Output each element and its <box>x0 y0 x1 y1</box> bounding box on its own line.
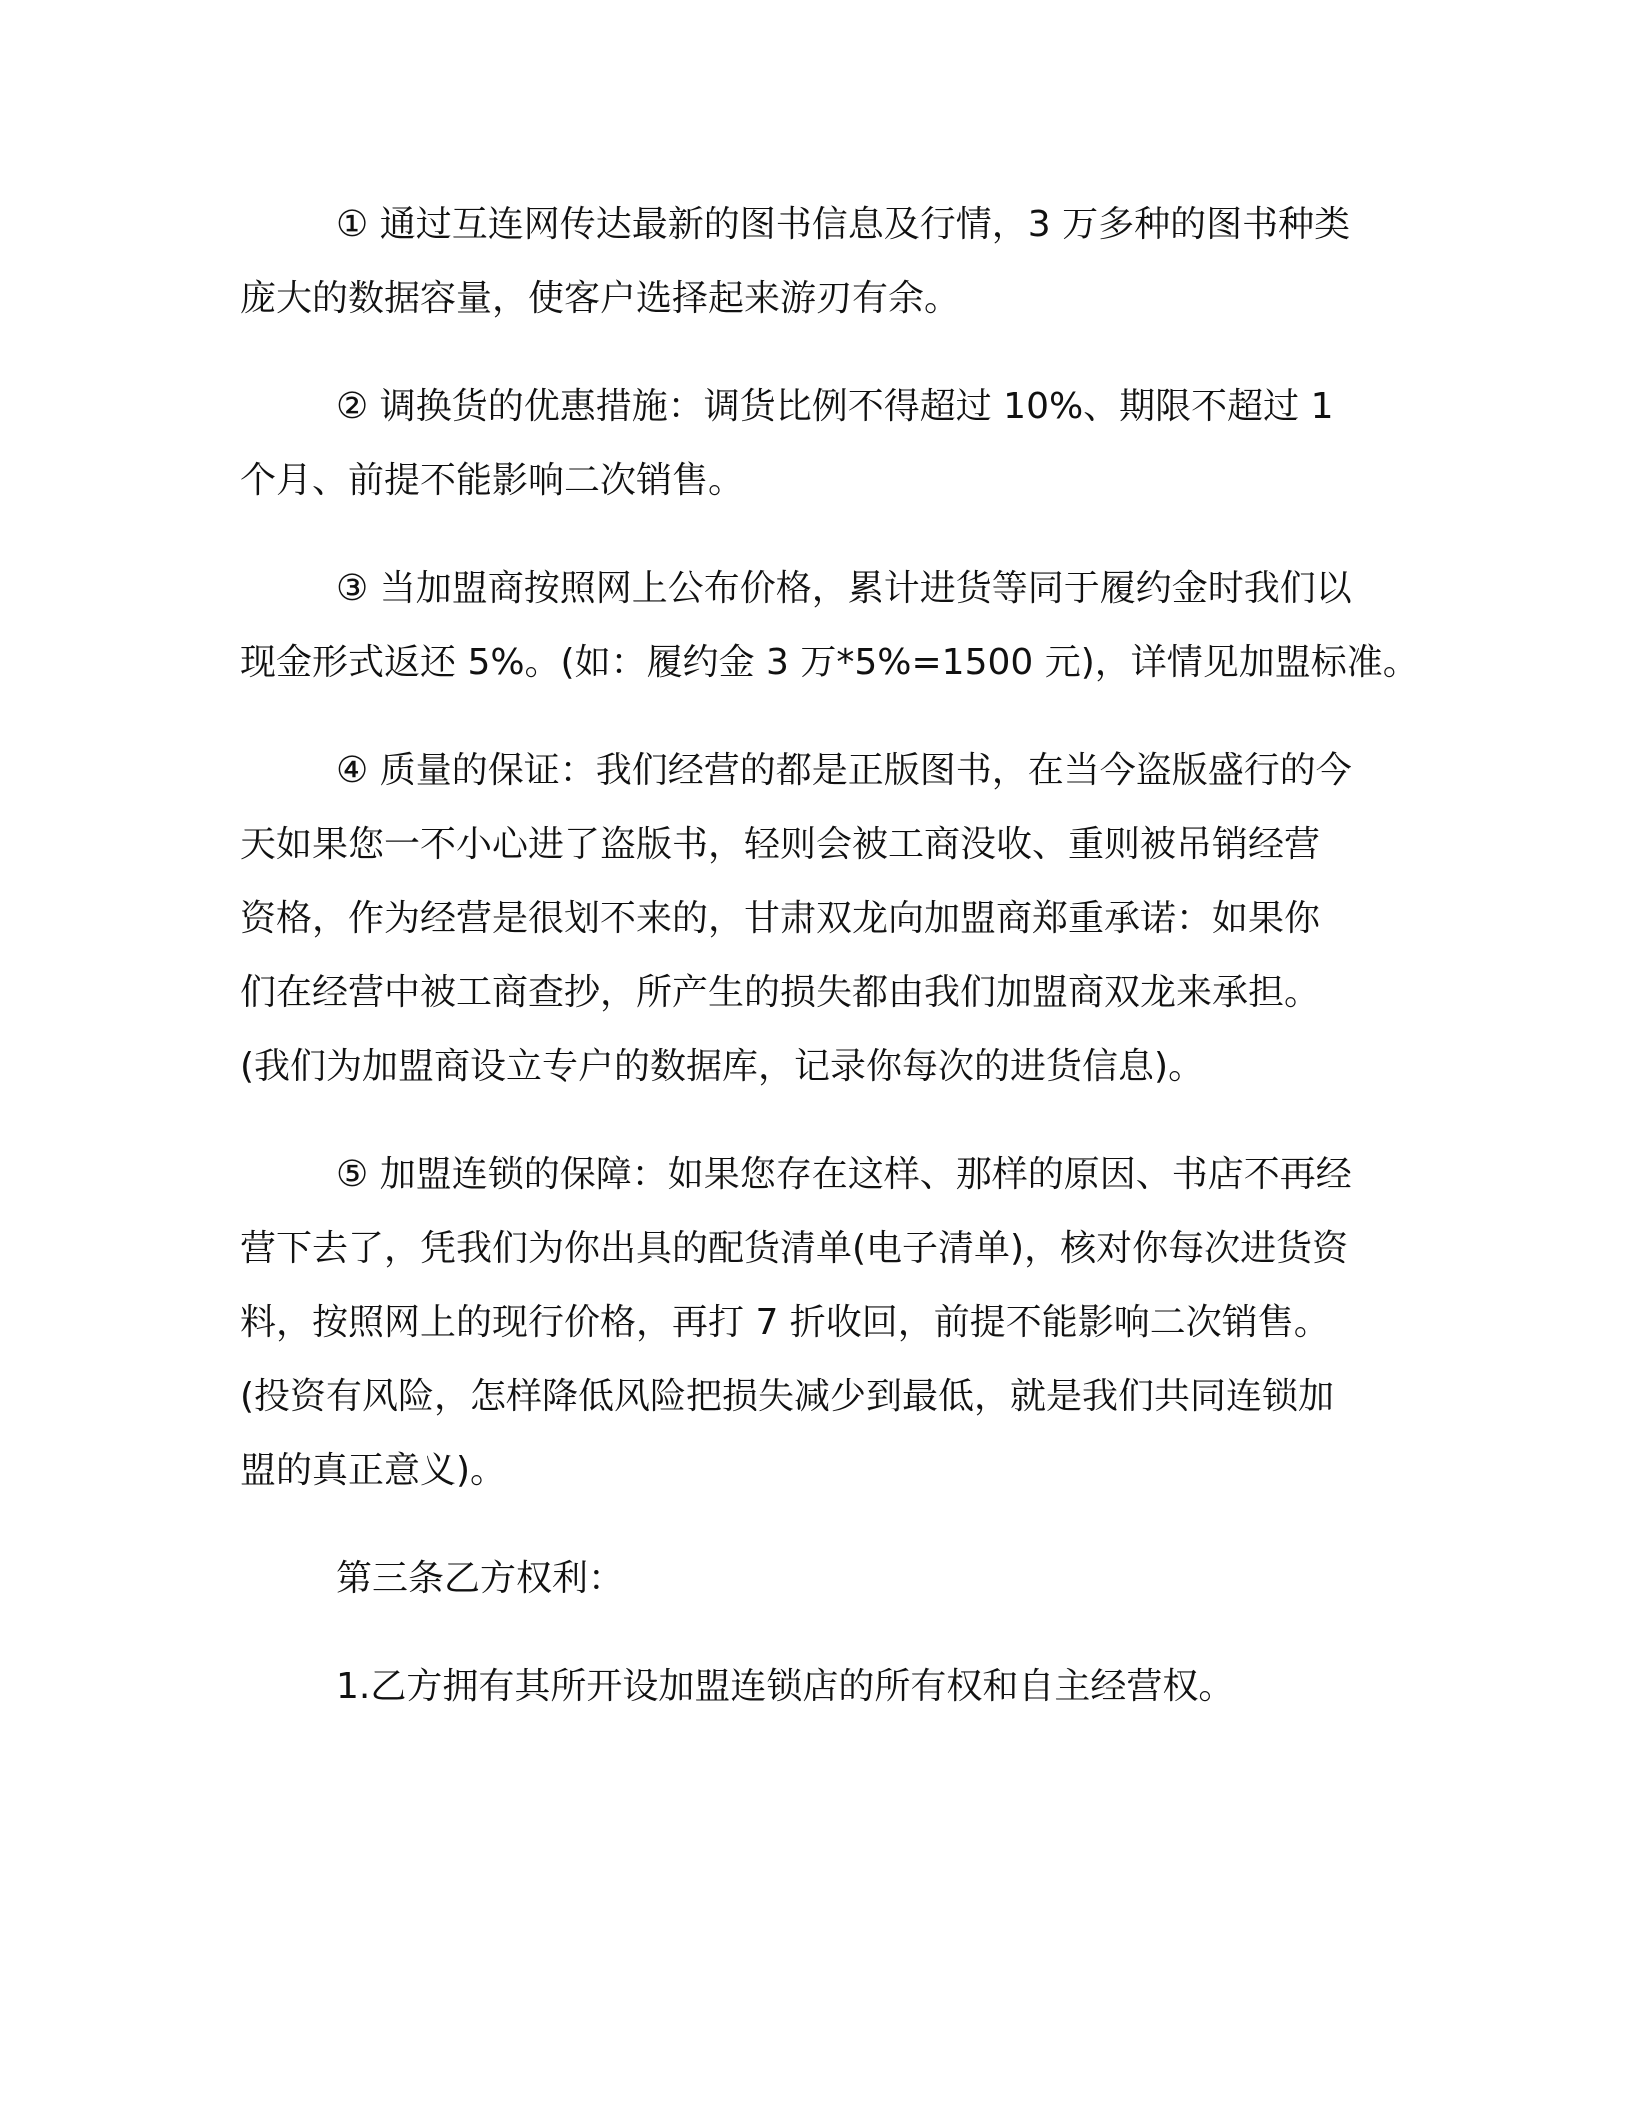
paragraph-line: 资格，作为经营是很划不来的，甘肃双龙向加盟商郑重承诺：如果你 <box>240 898 1321 939</box>
paragraph-line: ① 通过互连网传达最新的图书信息及行情，3 万多种的图书种类 <box>336 204 1351 245</box>
paragraph-line: 现金形式返还 5%。(如：履约金 3 万*5%=1500 元)，详情见加盟标准。 <box>240 642 1419 683</box>
paragraph-line: (我们为加盟商设立专户的数据库，记录你每次的进货信息)。 <box>240 1046 1205 1087</box>
paragraph-line: 盟的真正意义)。 <box>240 1450 507 1491</box>
paragraph-line: ③ 当加盟商按照网上公布价格，累计进货等同于履约金时我们以 <box>336 568 1352 609</box>
paragraph-1 <box>240 188 1420 336</box>
paragraph-line: 天如果您一不小心进了盗版书，轻则会被工商没收、重则被吊销经营 <box>240 824 1321 865</box>
section-heading <box>240 1542 1420 1616</box>
paragraph-line: ⑤ 加盟连锁的保障：如果您存在这样、那样的原因、书店不再经 <box>336 1154 1352 1195</box>
paragraph-line: 个月、前提不能影响二次销售。 <box>240 460 745 501</box>
paragraph-line: 们在经营中被工商查抄，所产生的损失都由我们加盟商双龙来承担。 <box>240 972 1321 1013</box>
paragraph-line: 庞大的数据容量，使客户选择起来游刃有余。 <box>240 278 961 319</box>
paragraph-3 <box>240 552 1420 700</box>
section-heading-text: 第三条乙方权利： <box>336 1558 625 1599</box>
document-body <box>240 188 1420 1724</box>
paragraph-line: 料，按照网上的现行价格，再打 7 折收回，前提不能影响二次销售。 <box>240 1302 1330 1343</box>
paragraph-line: 营下去了，凭我们为你出具的配货清单(电子清单)，核对你每次进货资 <box>240 1228 1349 1269</box>
paragraph-line: (投资有风险，怎样降低风险把损失减少到最低，就是我们共同连锁加 <box>240 1376 1335 1417</box>
paragraph-5 <box>240 1138 1420 1508</box>
paragraph-2 <box>240 370 1420 518</box>
paragraph-line: ② 调换货的优惠措施：调货比例不得超过 10%、期限不超过 1 <box>336 386 1334 427</box>
paragraph-4 <box>240 734 1420 1104</box>
paragraph-line: 1.乙方拥有其所开设加盟连锁店的所有权和自主经营权。 <box>336 1666 1235 1707</box>
paragraph-7 <box>240 1650 1420 1724</box>
paragraph-line: ④ 质量的保证：我们经营的都是正版图书，在当今盗版盛行的今 <box>336 750 1352 791</box>
